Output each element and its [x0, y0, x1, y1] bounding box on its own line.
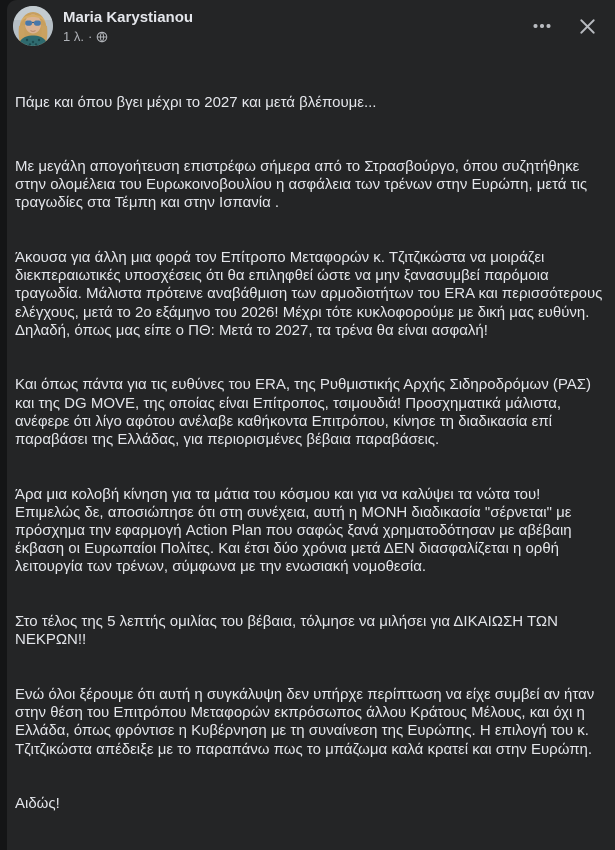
- three-dots-icon: [532, 16, 552, 36]
- more-options-button[interactable]: [530, 14, 554, 38]
- x-icon: [578, 17, 597, 36]
- avatar-illustration: [13, 6, 53, 46]
- post-paragraph: Αιδώς!: [15, 795, 60, 813]
- header-meta: [63, 6, 530, 45]
- author-name[interactable]: Maria Karystianou: [63, 9, 194, 26]
- meta-separator: ·: [87, 29, 93, 44]
- post-paragraph: Πάμε και όπου βγει μέχρι το 2027 και μετά βλέπουμε...: [15, 94, 377, 112]
- avatar[interactable]: [13, 6, 53, 46]
- post-paragraph: Άκουσα για άλλη μια φορά τον Επίτροπο Μεταφορών κ. Τζιτζικώστα να μοιράζει διεκπεραιωτικές υποσχέσεις ότι θα επιληφθεί ώστε να μην ξανασυμβεί παρόμοια τραγωδία. Μάλιστα πρότεινε αναβάθμιση των αρμοδιοτήτων του ERA και περισσότερους ελέγχους, μετά το 2ο εξάμηνο του 2026! Μέχρι τότε κυκλοφορούμε με δική μας ευθύνη. Δηλαδή, όπως μας είπε ο ΠΘ: Μετά το 2027, τα τρένα θα είναι ασφαλή!: [15, 249, 607, 339]
- post-card: [7, 0, 615, 850]
- post-paragraph: Στο τέλος της 5 λεπτής ομιλίας του βέβαια, τόλμησε να μιλήσει για ΔΙΚΑΙΩΣΗ ΤΩΝ ΝΕΚΡΩΝ!!: [15, 613, 563, 649]
- timestamp[interactable]: 1 λ.: [63, 29, 84, 44]
- post-text: [7, 46, 615, 850]
- post-header: [7, 0, 615, 46]
- post-meta-row: [63, 29, 530, 45]
- close-button[interactable]: [576, 15, 599, 38]
- post-paragraph: Ενώ όλοι ξέρουμε ότι αυτή η συγκάλυψη δεν υπήρχε περίπτωση να είχε συμβεί αν ήταν στην θέση του Επιτρόπου Μεταφορών εκπρόσωπος άλλου Κράτους Μέλους, και όχι η Ελλάδα, όπως φρόντισε η Κυβέρνηση με τη συναίνεση της Ευρώπης. Η επιλογή του κ. Τζιτζικώστα απέδειξε με το παραπάνω πως το μπάζωμα καλά κρατεί και στην Ευρώπη.: [15, 685, 599, 758]
- post-paragraph: Και όπως πάντα για τις ευθύνες του ERA, της Ρυθμιστικής Αρχής Σιδηροδρόμων (ΡΑΣ) και της DG MOVE, της οποίας είναι Επίτροπος, τσιμουδιά! Προσχηματικά μάλιστα, ανέφερε ότι λίγο αφότου ανέλαβε καθήκοντα Επιτρόπου, κίνησε τη διαδικασία επί παραβάσει της Ελλάδας, για περιορισμένες βέβαια παραβάσεις.: [15, 376, 596, 449]
- globe-icon: [96, 31, 108, 43]
- post-paragraph: Άρα μια κολοβή κίνηση για τα μάτια του κόσμου και για να καλύψει τα νώτα του! Επιμελώς δε, αποσιώπησε ότι στη συνέχεια, αυτή η ΜΟΝΗ διαδικασία "σέρνεται" με πρόσχημα την εφαρμογή Action Plan που σαφώς ξανά χρηματοδότησαν με αβέβαιη έκβαση οι Ευρωπαίοι Πολίτες. Και έτσι δύο χρόνια μετά ΔΕΝ διασφαλίζεται η ορθή λειτουργία των τρένων, σύμφωνα με την ενωσιακή νομοθεσία.: [15, 485, 576, 576]
- post-paragraph: Με μεγάλη απογοήτευση επιστρέφω σήμερα από το Στρασβούργο, όπου συζητήθηκε στην ολομέλεια του Ευρωκοινοβουλίου η ασφάλεια των τρένων στην Ευρώπη, μετά τις τραγωδίες στα Τέμπη και στην Ισπανία .: [15, 158, 592, 212]
- header-controls: [530, 6, 603, 38]
